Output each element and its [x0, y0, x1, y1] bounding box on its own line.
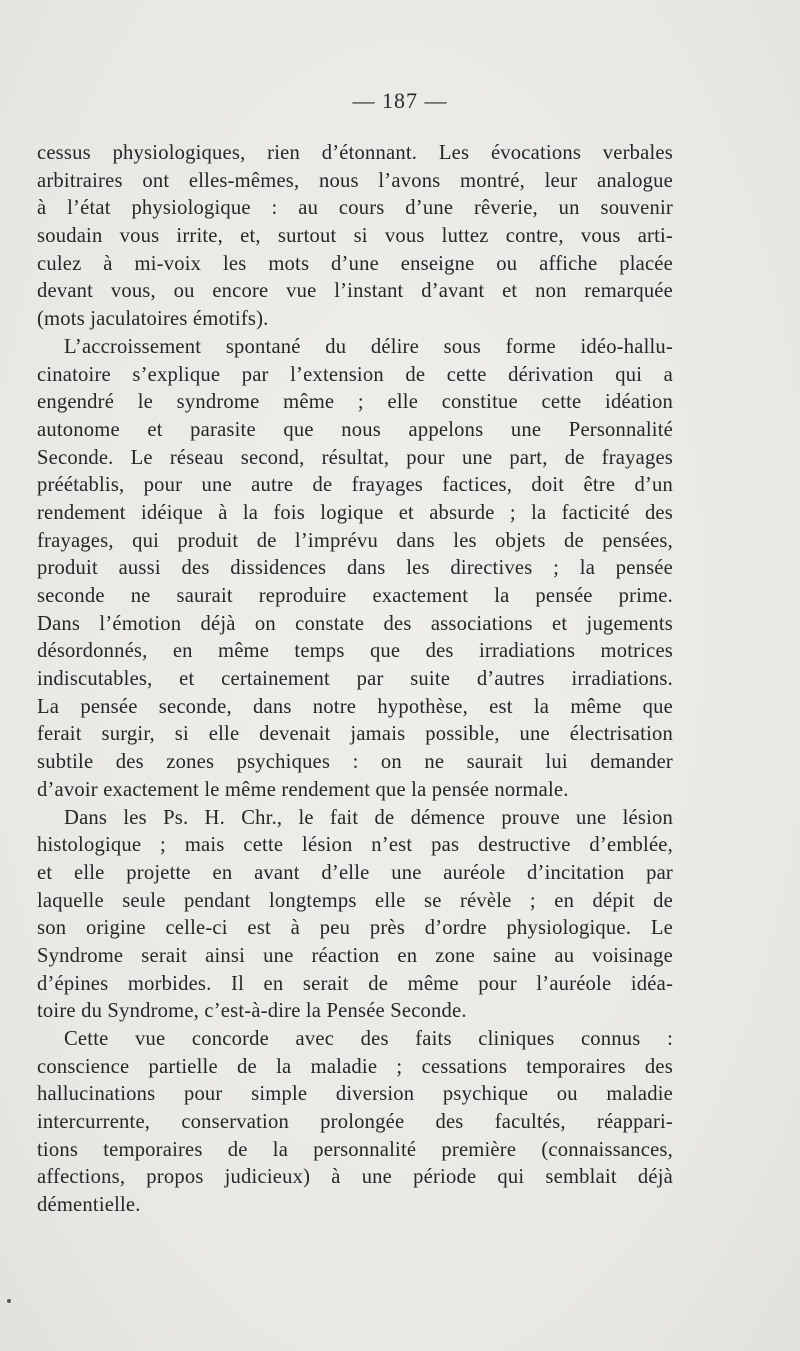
- text-line: subtile des zones psychiques : on ne saurait lui demander: [37, 751, 673, 774]
- text-line: frayages, qui produit de l’imprévu dans les objets de pensées,: [37, 529, 673, 552]
- text-line: seconde ne saurait reproduire exactement la pensée prime.: [37, 585, 673, 607]
- text-line: d’épines morbides. Il en serait de même pour l’auréole idéa-: [37, 972, 673, 995]
- text-line: Syndrome serait ainsi une réaction en zone saine au voisinage: [37, 944, 673, 967]
- text-line: autonome et parasite que nous appelons une Personnalité: [37, 418, 673, 441]
- text-line: désordonnés, en même temps que des irradiations motrices: [37, 640, 673, 663]
- text-line: Dans l’émotion déjà on constate des associations et jugements: [37, 612, 673, 635]
- text-line: affections, propos judicieux) à une période qui semblait déjà: [37, 1166, 673, 1189]
- text-line: indiscutables, et certainement par suite d’autres irradiations.: [37, 668, 673, 691]
- text-line: toire du Syndrome, c’est-à-dire la Pensée Seconde.: [37, 1000, 467, 1023]
- text-line: cinatoire s’explique par l’extension de cette dérivation qui a: [37, 363, 673, 386]
- text-line: Dans les Ps. H. Chr., le fait de démence prouve une lésion: [64, 806, 673, 829]
- text-line: tions temporaires de la personnalité première (connaissances,: [37, 1138, 673, 1161]
- text-line: son origine celle-ci est à peu près d’ordre physiologique. Le: [37, 917, 673, 940]
- text-line: (mots jaculatoires émotifs).: [37, 308, 269, 331]
- text-line: produit aussi des dissidences dans les directives ; la pensée: [37, 557, 673, 580]
- text-line: Seconde. Le réseau second, résultat, pour une part, de frayages: [37, 446, 673, 469]
- page-number: — 187 —: [352, 88, 448, 113]
- body-text: [37, 140, 673, 1220]
- text-line: devant vous, ou encore vue l’instant d’avant et non remarquée: [37, 280, 673, 303]
- text-line: soudain vous irrite, et, surtout si vous luttez contre, vous arti-: [37, 225, 673, 248]
- text-line: histologique ; mais cette lésion n’est pas destructive d’emblée,: [37, 834, 673, 857]
- text-line: hallucinations pour simple diversion psychique ou maladie: [37, 1083, 673, 1106]
- text-line: laquelle seule pendant longtemps elle se révèle ; en dépit de: [37, 889, 673, 912]
- text-line: d’avoir exactement le même rendement que la pensée normale.: [37, 778, 569, 801]
- text-line: culez à mi-voix les mots d’une enseigne ou affiche placée: [37, 252, 673, 275]
- paragraph: [37, 1026, 673, 1220]
- text-line: L’accroissement spontané du délire sous forme idéo-hallu-: [64, 335, 673, 358]
- text-line: Cette vue concorde avec des faits cliniques connus :: [64, 1028, 673, 1050]
- text-line: démentielle.: [37, 1194, 141, 1217]
- text-line: La pensée seconde, dans notre hypothèse, est la même que: [37, 695, 673, 718]
- paper-speck: [7, 1299, 11, 1303]
- text-line: engendré le syndrome même ; elle constitue cette idéation: [37, 391, 673, 414]
- text-line: ferait surgir, si elle devenait jamais possible, une électrisation: [37, 723, 673, 746]
- paragraph: [37, 140, 673, 334]
- text-line: conscience partielle de la maladie ; cessations temporaires des: [37, 1055, 673, 1078]
- text-line: à l’état physiologique : au cours d’une rêverie, un souvenir: [37, 197, 673, 220]
- paragraph: [37, 805, 673, 1027]
- paragraph: [37, 334, 673, 805]
- text-line: et elle projette en avant d’elle une auréole d’incitation par: [37, 861, 673, 884]
- text-line: préétablis, pour une autre de frayages factices, doit être d’un: [37, 474, 673, 497]
- text-line: rendement idéique à la fois logique et absurde ; la facticité des: [37, 501, 673, 524]
- text-line: intercurrente, conservation prolongée des facultés, réappari-: [37, 1111, 673, 1134]
- text-line: cessus physiologiques, rien d’étonnant. Les évocations verbales: [37, 142, 673, 164]
- text-line: arbitraires ont elles-mêmes, nous l’avons montré, leur analogue: [37, 169, 673, 192]
